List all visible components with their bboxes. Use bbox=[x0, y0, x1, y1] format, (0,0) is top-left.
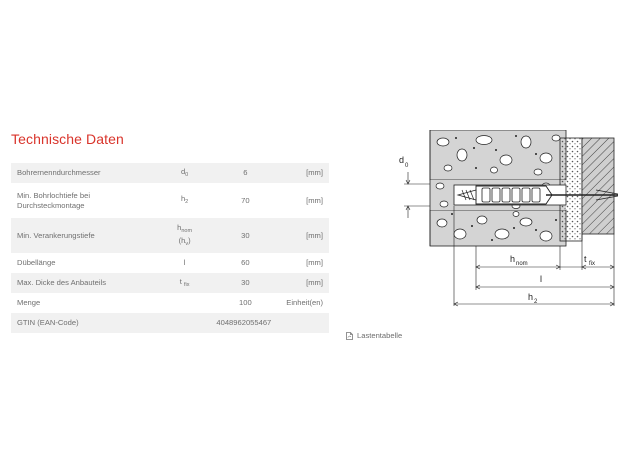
hnom-label: h bbox=[510, 254, 516, 264]
spec-unit: [mm] bbox=[306, 258, 323, 267]
spec-unit: [mm] bbox=[306, 195, 323, 205]
spec-value: 70 bbox=[241, 195, 250, 205]
load-table-link[interactable] bbox=[346, 331, 402, 340]
fixture-hatch bbox=[582, 138, 614, 234]
d0-dimension bbox=[399, 155, 430, 218]
hnom-subscript: nom bbox=[516, 261, 528, 267]
table-row bbox=[11, 163, 329, 183]
table-row bbox=[11, 293, 329, 313]
spec-symbol: $h_2$ bbox=[180, 194, 189, 205]
spec-unit: [mm] bbox=[280, 218, 329, 253]
spec-value: 30 bbox=[211, 273, 281, 293]
h2-dimension bbox=[454, 292, 614, 306]
spec-label: Bohrernenndurchmesser bbox=[11, 163, 159, 183]
tfix-dimension bbox=[560, 254, 614, 269]
spec-label: Min. Verankerungstiefe bbox=[11, 218, 159, 253]
installation-diagram bbox=[396, 130, 618, 310]
hnom-dimension bbox=[476, 254, 560, 269]
spec-symbol: t $_{fix}$ bbox=[159, 273, 211, 293]
table-row bbox=[11, 218, 329, 253]
spec-label: Max. Dicke des Anbauteils bbox=[11, 273, 159, 293]
l-label: l bbox=[540, 274, 542, 284]
section-title: Technische Daten bbox=[11, 131, 124, 147]
h2-label: h bbox=[528, 292, 534, 302]
technical-data-table bbox=[11, 163, 329, 333]
spec-value: 100 bbox=[239, 298, 252, 307]
table-row bbox=[11, 183, 329, 218]
d0-subscript: 0 bbox=[405, 163, 409, 169]
table-row bbox=[11, 273, 329, 293]
l-dimension bbox=[476, 274, 614, 289]
spec-value: 30 bbox=[211, 218, 281, 253]
spec-symbol: l bbox=[183, 258, 186, 267]
spec-unit: [mm] bbox=[280, 273, 329, 293]
spec-value: 6 bbox=[211, 163, 281, 183]
gtin-value: 4048962055467 bbox=[159, 313, 329, 333]
table-row bbox=[11, 313, 329, 333]
spec-value: 60 bbox=[241, 258, 250, 267]
spec-unit: Einheit(en) bbox=[286, 298, 323, 307]
spec-label: Menge bbox=[17, 298, 41, 307]
symbol-stack: $h_{nom}$ $(h_v)$ bbox=[177, 222, 193, 247]
spec-symbol bbox=[159, 218, 211, 253]
tfix-label: t bbox=[584, 254, 587, 264]
spec-symbol: $d_0$ bbox=[159, 163, 211, 183]
gtin-label: GTIN (EAN-Code) bbox=[11, 313, 159, 333]
spec-label: Min. Bohrlochtiefe bei Durchsteckmontage bbox=[17, 190, 91, 210]
d0-label: d bbox=[399, 155, 405, 165]
pdf-document-icon bbox=[346, 332, 353, 340]
load-table-label: Lastentabelle bbox=[357, 331, 403, 340]
table-row bbox=[11, 253, 329, 273]
spec-unit: [mm] bbox=[280, 163, 329, 183]
spec-symbol bbox=[159, 293, 211, 313]
tfix-subscript: fix bbox=[589, 261, 595, 267]
spec-label: Dübellänge bbox=[17, 258, 56, 267]
h2-subscript: 2 bbox=[534, 299, 538, 305]
